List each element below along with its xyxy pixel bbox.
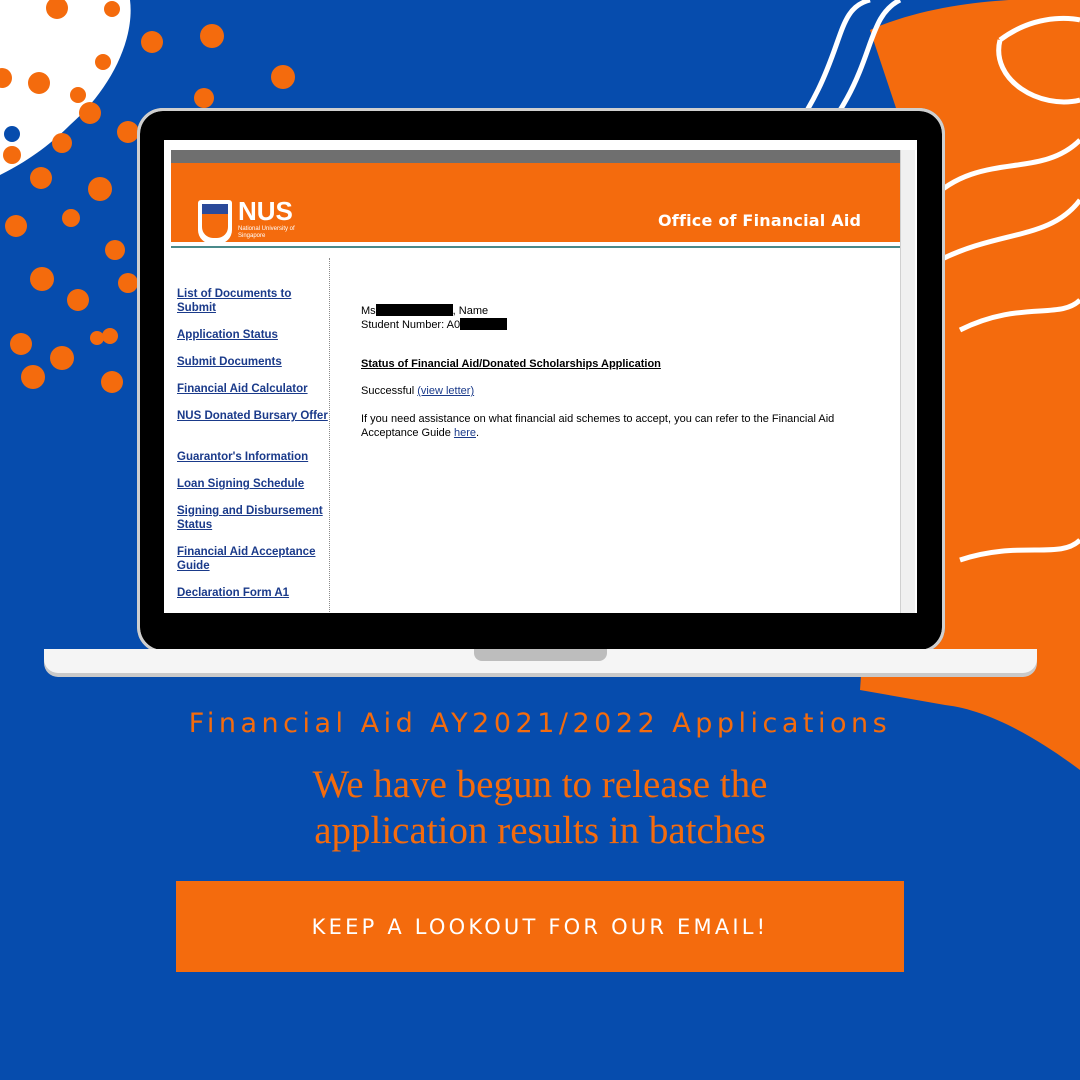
guide-here-link[interactable]: here bbox=[453, 427, 476, 439]
redacted-student-number bbox=[460, 318, 507, 330]
main-content bbox=[361, 140, 891, 613]
crest-icon bbox=[198, 200, 232, 244]
redacted-name bbox=[376, 304, 453, 316]
sidebar-item-application-status[interactable]: Application Status bbox=[177, 329, 278, 341]
scrollbar[interactable] bbox=[900, 150, 915, 613]
sidebar-item-bursary-offer[interactable]: NUS Donated Bursary Offer bbox=[177, 410, 328, 422]
student-number: Student Number: A0 bbox=[361, 318, 507, 331]
nus-logo[interactable] bbox=[198, 196, 308, 246]
sidebar-item-acceptance-guide[interactable]: Financial Aid Acceptance Guide bbox=[177, 546, 316, 572]
logo-subtitle: National University of Singapore bbox=[238, 226, 295, 239]
poster-heading: Financial Aid AY2021/2022 Applications bbox=[188, 708, 892, 739]
sidebar-item-declaration-form[interactable]: Declaration Form A1 bbox=[177, 587, 290, 599]
sidebar-item-loan-schedule[interactable]: Loan Signing Schedule bbox=[177, 478, 305, 490]
sidebar-item-disbursement-status[interactable]: Signing and Disbursement Status bbox=[177, 505, 323, 531]
sidebar-item-guarantor[interactable]: Guarantor's Information bbox=[177, 451, 309, 463]
assistance-text: If you need assistance on what financial aid schemes to accept, you can refer to the Financial Aid Acceptance Guide here. bbox=[361, 413, 835, 439]
sidebar-item-submit-documents[interactable]: Submit Documents bbox=[177, 356, 282, 368]
logo-word: NUS bbox=[238, 196, 293, 226]
sidebar-item-documents[interactable]: List of Documents to Submit bbox=[177, 288, 292, 314]
sidebar-nav bbox=[171, 258, 330, 613]
status-result: Successful (view letter) bbox=[361, 385, 475, 397]
poster-subheading: We have begun to release the application results in batches bbox=[312, 763, 768, 852]
student-name: Ms , Name bbox=[361, 305, 489, 317]
office-title: Office of Financial Aid bbox=[658, 211, 862, 230]
sidebar-item-calculator[interactable]: Financial Aid Calculator bbox=[177, 383, 308, 395]
cta-banner: KEEP A LOOKOUT FOR OUR EMAIL! bbox=[176, 881, 904, 972]
laptop-notch bbox=[474, 649, 607, 661]
laptop-screen bbox=[164, 140, 917, 613]
status-title: Status of Financial Aid/Donated Scholarships Application bbox=[361, 358, 661, 370]
view-letter-link[interactable]: (view letter) bbox=[417, 385, 475, 397]
